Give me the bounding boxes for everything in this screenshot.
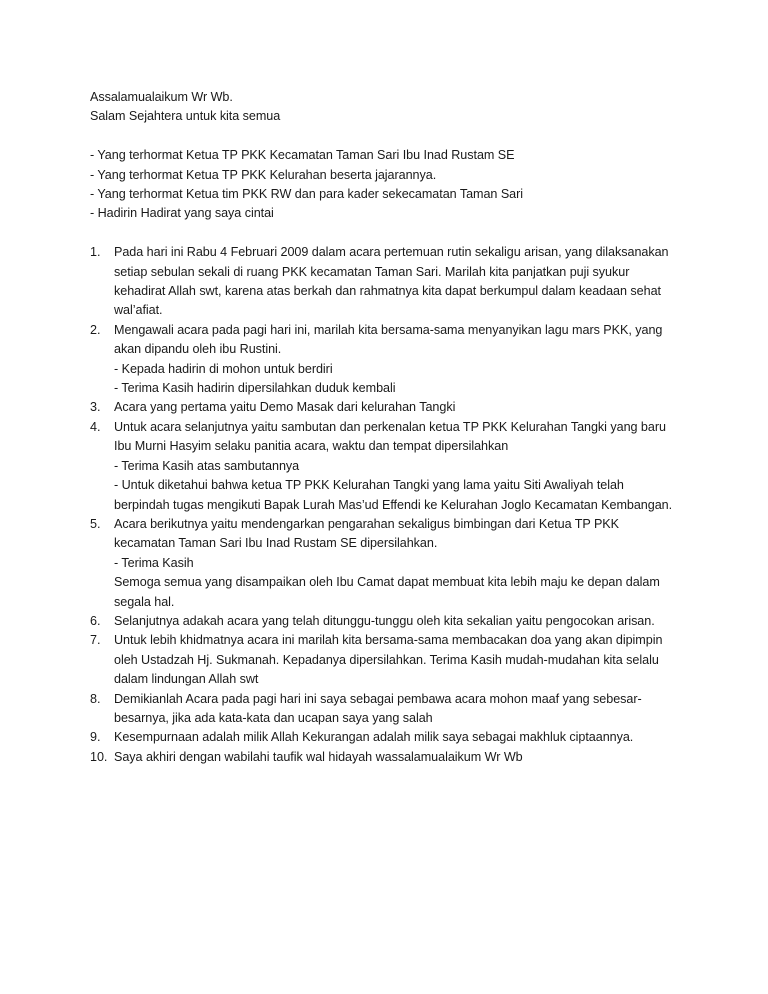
item-text-line: - Terima Kasih [114,555,194,570]
item-number: 9. [90,730,101,745]
item-text-line: akan dipandu oleh ibu Rustini. [114,342,282,357]
item-text-line: berpindah tugas mengikuti Bapak Lurah Mas’ud Effendi ke Kelurahan Joglo Kecamatan Kembangan. [114,497,673,512]
list-item [90,515,690,612]
item-text-line: Untuk acara selanjutnya yaitu sambutan dan perkenalan ketua TP PKK Kelurahan Tangki yang baru [114,419,666,434]
item-text-line: dalam lindungan Allah swt [114,672,259,687]
item-number: 8. [90,691,101,706]
agenda-list [90,243,690,767]
salutation-line: - Yang terhormat Ketua TP PKK Kelurahan beserta jajarannya. [90,167,437,182]
item-text-line: Selanjutnya adakah acara yang telah ditunggu-tunggu oleh kita sekalian yaitu pengocokan arisan. [114,613,655,628]
item-number: 7. [90,633,101,648]
item-text-line: - Kepada hadirin di mohon untuk berdiri [114,361,333,376]
item-number: 6. [90,613,101,628]
item-text-line: Kesempurnaan adalah milik Allah Kekurangan adalah milik saya sebagai makhluk ciptaannya. [114,730,634,745]
item-number: 4. [90,419,101,434]
item-text-line: Saya akhiri dengan wabilahi taufik wal hidayah wassalamualaikum Wr Wb [114,749,523,764]
item-text-line: Acara yang pertama yaitu Demo Masak dari kelurahan Tangki [114,400,456,415]
list-item [90,690,690,729]
list-item [90,398,690,417]
list-item [90,612,690,631]
paragraph-gap [90,224,690,243]
item-text-line: Untuk lebih khidmatnya acara ini marilah kita bersama-sama membacakan doa yang akan dipimpin [114,633,663,648]
list-item [90,728,690,747]
list-item [90,631,690,689]
greeting-line: Salam Sejahtera untuk kita semua [90,109,281,124]
item-text-line: Acara berikutnya yaitu mendengarkan pengarahan sekaligus bimbingan dari Ketua TP PKK [114,516,620,531]
greeting-line: Assalamualaikum Wr Wb. [90,90,233,104]
salutation-line: - Yang terhormat Ketua tim PKK RW dan para kader sekecamatan Taman Sari [90,187,524,202]
item-text-line: - Terima Kasih atas sambutannya [114,458,300,473]
item-number: 5. [90,516,101,531]
item-text-line: - Terima Kasih hadirin dipersilahkan duduk kembali [114,381,396,396]
list-item [90,748,690,767]
item-number: 10. [90,749,108,764]
item-text-line: kehadirat Allah swt, karena atas berkah dan rahmatnya kita dapat berkumpul dalam keadaan sehat [114,284,661,299]
list-item [90,243,690,321]
list-item [90,321,690,399]
item-text-line: setiap sebulan sekali di ruang PKK kecamatan Taman Sari. Marilah kita panjatkan puji syukur [114,264,630,279]
item-number: 3. [90,400,101,415]
paragraph-gap [90,127,690,146]
item-text-line: Demikianlah Acara pada pagi hari ini saya sebagai pembawa acara mohon maaf yang sebesar- [114,691,642,706]
item-text-line: wal’afiat. [114,303,163,318]
item-text-line: Pada hari ini Rabu 4 Februari 2009 dalam acara pertemuan rutin sekaligu arisan, yang dilaksanakan [114,245,669,260]
item-text-line: oleh Ustadzah Hj. Sukmanah. Kepadanya dipersilahkan. Terima Kasih mudah-mudahan kita selalu [114,652,659,667]
item-text-line: kecamatan Taman Sari Ibu Inad Rustam SE dipersilahkan. [114,536,438,551]
item-text-line: Semoga semua yang disampaikan oleh Ibu Camat dapat membuat kita lebih maju ke depan dalam [114,575,660,590]
item-number: 2. [90,322,101,337]
item-number: 1. [90,245,101,260]
list-item [90,418,690,515]
salutation-line: - Yang terhormat Ketua TP PKK Kecamatan Taman Sari Ibu Inad Rustam SE [90,148,515,163]
speech-text [90,88,690,767]
salutation-line: - Hadirin Hadirat yang saya cintai [90,206,274,221]
item-text-line: Ibu Murni Hasyim selaku panitia acara, waktu dan tempat dipersilahkan [114,439,509,454]
item-text-line: Mengawali acara pada pagi hari ini, marilah kita bersama-sama menyanyikan lagu mars PKK, yang [114,322,663,337]
item-text-line: segala hal. [114,594,175,609]
item-text-line: - Untuk diketahui bahwa ketua TP PKK Kelurahan Tangki yang lama yaitu Siti Awaliyah telah [114,478,624,493]
item-text-line: besarnya, jika ada kata-kata dan ucapan saya yang salah [114,710,433,725]
